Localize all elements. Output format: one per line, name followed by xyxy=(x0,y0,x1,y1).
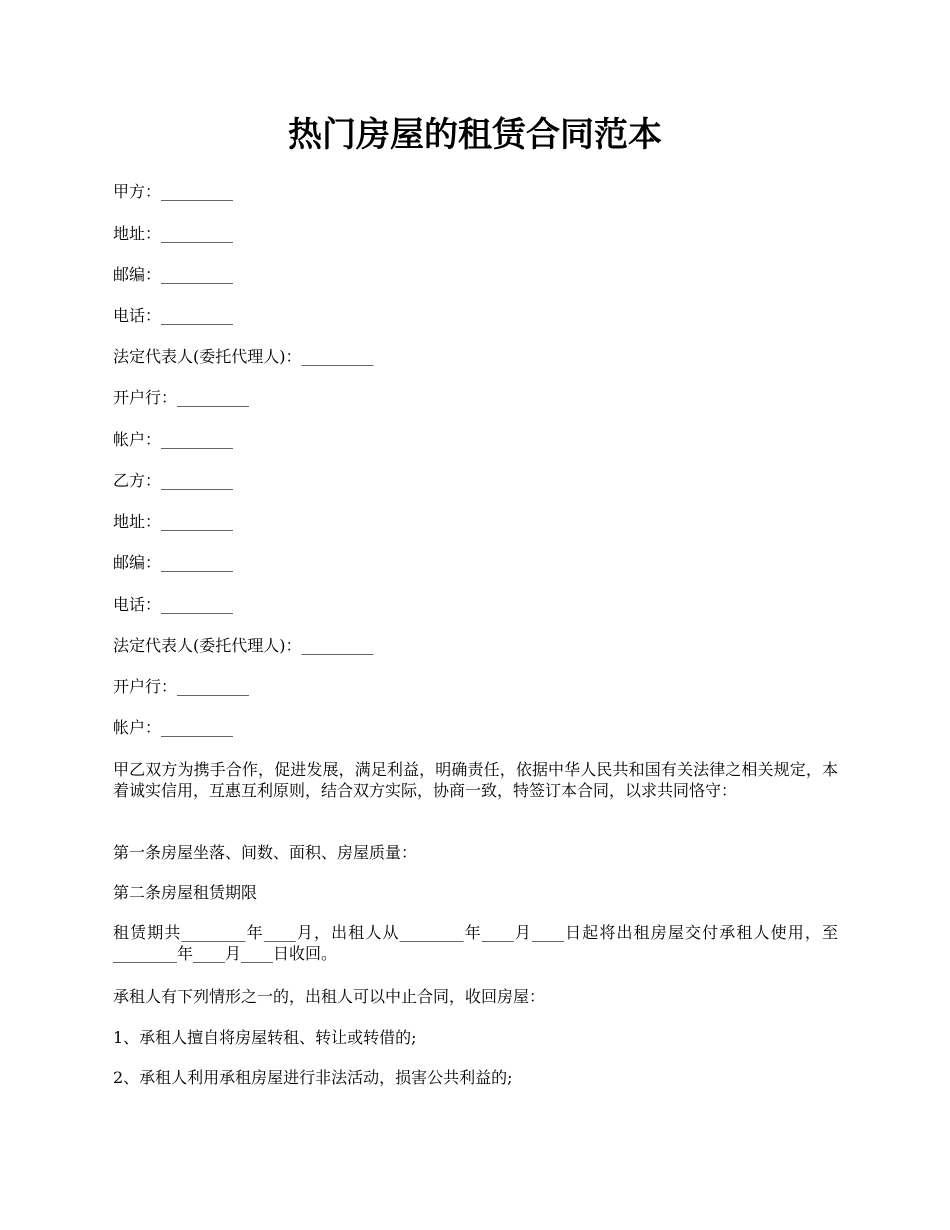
termination-item-1: 1、承租人擅自将房屋转租、转让或转借的; xyxy=(113,1028,417,1047)
party-b-postcode: 邮编：_________ xyxy=(113,553,234,572)
party-a-address: 地址：_________ xyxy=(113,224,234,243)
termination-item-2: 2、承租人利用承租房屋进行非法活动，损害公共利益的; xyxy=(113,1068,513,1087)
intro-paragraph: 甲乙双方为携手合作，促进发展，满足利益，明确责任，依据中华人民共和国有关法律之相关规定，本着诚实信用，互惠互利原则，结合双方实际，协商一致，特签订本合同，以求共同恪守： xyxy=(113,760,838,800)
party-b-bank: 开户行：_________ xyxy=(113,677,250,696)
termination-paragraph: 承租人有下列情形之一的，出租人可以中止合同，收回房屋： xyxy=(113,987,546,1006)
party-b-phone: 电话：_________ xyxy=(113,595,234,614)
party-a-bank: 开户行：_________ xyxy=(113,388,250,407)
article-2-heading: 第二条房屋租赁期限 xyxy=(113,883,258,902)
party-b-name: 乙方：_________ xyxy=(113,471,234,490)
party-a-account: 帐户：_________ xyxy=(113,430,234,449)
party-a-representative: 法定代表人(委托代理人)：_________ xyxy=(113,347,374,366)
party-b-account: 帐户：_________ xyxy=(113,718,234,737)
party-a-postcode: 邮编：_________ xyxy=(113,265,234,284)
party-a-phone: 电话：_________ xyxy=(113,306,234,325)
party-b-address: 地址：_________ xyxy=(113,512,234,531)
document-title: 热门房屋的租赁合同范本 xyxy=(288,115,662,155)
lease-term-paragraph: 租赁期共________年____月，出租人从________年____月____日起将出租房屋交付承租人使用，至________年____月____日收回。 xyxy=(113,923,838,963)
party-b-representative: 法定代表人(委托代理人)：_________ xyxy=(113,636,374,655)
article-1-heading: 第一条房屋坐落、间数、面积、房屋质量： xyxy=(113,843,418,862)
party-a-name: 甲方：_________ xyxy=(113,182,234,201)
